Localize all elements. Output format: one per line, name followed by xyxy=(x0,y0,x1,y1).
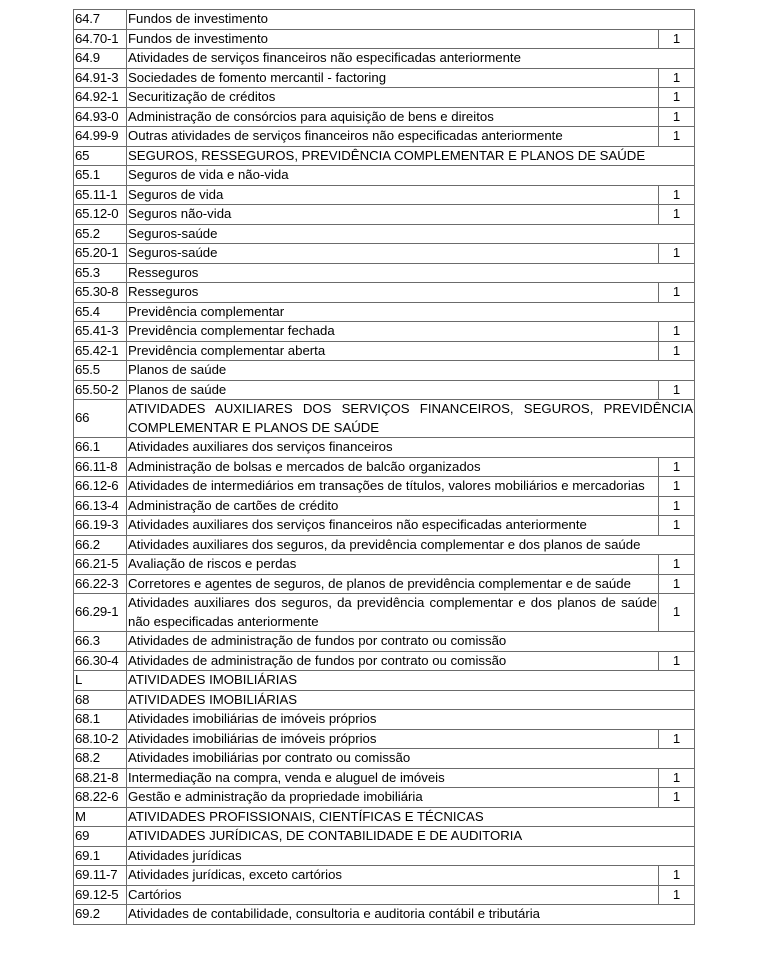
activity-code: 65.50-2 xyxy=(74,380,127,400)
activity-count: 1 xyxy=(659,594,695,632)
activity-description: ATIVIDADES IMOBILIÁRIAS xyxy=(127,671,695,691)
activity-description: Administração de cartões de crédito xyxy=(127,496,659,516)
activity-code: 68 xyxy=(74,690,127,710)
activity-code: 69.12-5 xyxy=(74,885,127,905)
table-row xyxy=(74,127,695,147)
activity-description: Previdência complementar aberta xyxy=(127,341,659,361)
activity-code: 64.7 xyxy=(74,10,127,30)
table-row xyxy=(74,477,695,497)
activity-count: 1 xyxy=(659,185,695,205)
table-row xyxy=(74,846,695,866)
table-row xyxy=(74,729,695,749)
activity-count: 1 xyxy=(659,380,695,400)
activity-description: Atividades de serviços financeiros não especificadas anteriormente xyxy=(127,49,695,69)
activity-code: 65.42-1 xyxy=(74,341,127,361)
activity-code: 65.41-3 xyxy=(74,322,127,342)
activity-description: ATIVIDADES IMOBILIÁRIAS xyxy=(127,690,695,710)
table-row xyxy=(74,885,695,905)
activity-description: Atividades de administração de fundos por contrato ou comissão xyxy=(127,651,659,671)
activity-code: 65.30-8 xyxy=(74,283,127,303)
activity-code: 65.5 xyxy=(74,361,127,381)
activity-code: 64.99-9 xyxy=(74,127,127,147)
activity-count: 1 xyxy=(659,341,695,361)
table-row xyxy=(74,29,695,49)
activity-count: 1 xyxy=(659,322,695,342)
table-row xyxy=(74,457,695,477)
activity-description: Atividades de intermediários em transações de títulos, valores mobiliários e mercadorias xyxy=(127,477,659,497)
activity-description: Atividades auxiliares dos seguros, da previdência complementar e dos planos de saúde xyxy=(127,535,695,555)
activity-code: 65 xyxy=(74,146,127,166)
activity-description: Seguros não-vida xyxy=(127,205,659,225)
activity-count: 1 xyxy=(659,866,695,886)
activity-count: 1 xyxy=(659,68,695,88)
activity-code: 65.2 xyxy=(74,224,127,244)
table-row xyxy=(74,788,695,808)
table-row xyxy=(74,88,695,108)
activity-count: 1 xyxy=(659,127,695,147)
activity-code: 69 xyxy=(74,827,127,847)
activity-description: Previdência complementar xyxy=(127,302,695,322)
table-row xyxy=(74,690,695,710)
activity-code: 65.1 xyxy=(74,166,127,186)
activity-code: 66.21-5 xyxy=(74,555,127,575)
activity-count: 1 xyxy=(659,457,695,477)
activity-code: 65.20-1 xyxy=(74,244,127,264)
cnae-code-table xyxy=(73,9,695,925)
table-row xyxy=(74,768,695,788)
table-row xyxy=(74,807,695,827)
activity-description: Atividades jurídicas xyxy=(127,846,695,866)
activity-code: 69.2 xyxy=(74,905,127,925)
table-row xyxy=(74,283,695,303)
activity-count: 1 xyxy=(659,29,695,49)
activity-description: Planos de saúde xyxy=(127,361,695,381)
activity-description: Atividades de administração de fundos por contrato ou comissão xyxy=(127,632,695,652)
activity-code: 66.3 xyxy=(74,632,127,652)
activity-code: 66.19-3 xyxy=(74,516,127,536)
activity-description: Corretores e agentes de seguros, de planos de previdência complementar e de saúde xyxy=(127,574,659,594)
table-row xyxy=(74,555,695,575)
activity-code: 66.12-6 xyxy=(74,477,127,497)
table-row xyxy=(74,107,695,127)
activity-count: 1 xyxy=(659,574,695,594)
activity-count: 1 xyxy=(659,283,695,303)
activity-code: 65.12-0 xyxy=(74,205,127,225)
activity-description: Seguros de vida xyxy=(127,185,659,205)
activity-count: 1 xyxy=(659,496,695,516)
table-row xyxy=(74,146,695,166)
table-row xyxy=(74,361,695,381)
activity-description: Resseguros xyxy=(127,263,695,283)
table-row xyxy=(74,302,695,322)
table-row xyxy=(74,185,695,205)
activity-description: Fundos de investimento xyxy=(127,29,659,49)
table-row xyxy=(74,166,695,186)
table-row xyxy=(74,244,695,264)
activity-description: Resseguros xyxy=(127,283,659,303)
activity-code: 66.29-1 xyxy=(74,594,127,632)
activity-count: 1 xyxy=(659,244,695,264)
activity-count: 1 xyxy=(659,885,695,905)
table-row xyxy=(74,438,695,458)
activity-description: Planos de saúde xyxy=(127,380,659,400)
activity-description: ATIVIDADES AUXILIARES DOS SERVIÇOS FINANCEIROS, SEGUROS, PREVIDÊNCIA COMPLEMENTAR E PLANOS DE SAÚDE xyxy=(127,400,695,438)
table-row xyxy=(74,594,695,632)
table-row xyxy=(74,574,695,594)
activity-code: 66.22-3 xyxy=(74,574,127,594)
activity-count: 1 xyxy=(659,477,695,497)
activity-count: 1 xyxy=(659,107,695,127)
activity-code: 68.22-6 xyxy=(74,788,127,808)
table-row xyxy=(74,341,695,361)
activity-code: 64.91-3 xyxy=(74,68,127,88)
activity-code: 66.1 xyxy=(74,438,127,458)
table-row xyxy=(74,535,695,555)
activity-code: 64.93-0 xyxy=(74,107,127,127)
table-row xyxy=(74,516,695,536)
table-row xyxy=(74,866,695,886)
activity-description: Atividades auxiliares dos serviços financeiros não especificadas anteriormente xyxy=(127,516,659,536)
table-row xyxy=(74,49,695,69)
activity-description: Intermediação na compra, venda e aluguel de imóveis xyxy=(127,768,659,788)
table-row xyxy=(74,749,695,769)
activity-description: Administração de bolsas e mercados de balcão organizados xyxy=(127,457,659,477)
activity-description: ATIVIDADES PROFISSIONAIS, CIENTÍFICAS E TÉCNICAS xyxy=(127,807,695,827)
activity-code: 68.21-8 xyxy=(74,768,127,788)
activity-description: Atividades auxiliares dos serviços financeiros xyxy=(127,438,695,458)
activity-code: 66 xyxy=(74,400,127,438)
activity-description: Securitização de créditos xyxy=(127,88,659,108)
table-row xyxy=(74,827,695,847)
activity-description: Atividades auxiliares dos seguros, da previdência complementar e dos planos de saúde não especificadas anteriormente xyxy=(127,594,659,632)
activity-description: Sociedades de fomento mercantil - factoring xyxy=(127,68,659,88)
activity-code: 64.92-1 xyxy=(74,88,127,108)
table-row xyxy=(74,632,695,652)
activity-code: 66.13-4 xyxy=(74,496,127,516)
activity-description: Outras atividades de serviços financeiros não especificadas anteriormente xyxy=(127,127,659,147)
table-row xyxy=(74,322,695,342)
activity-code: M xyxy=(74,807,127,827)
table-row xyxy=(74,496,695,516)
activity-description: Administração de consórcios para aquisição de bens e direitos xyxy=(127,107,659,127)
activity-code: 66.30-4 xyxy=(74,651,127,671)
activity-description: Atividades de contabilidade, consultoria e auditoria contábil e tributária xyxy=(127,905,695,925)
activity-code: 68.10-2 xyxy=(74,729,127,749)
activity-count: 1 xyxy=(659,768,695,788)
table-row xyxy=(74,671,695,691)
activity-description: Seguros de vida e não-vida xyxy=(127,166,695,186)
activity-description: Avaliação de riscos e perdas xyxy=(127,555,659,575)
activity-code: 66.11-8 xyxy=(74,457,127,477)
activity-description: Seguros-saúde xyxy=(127,224,695,244)
activity-count: 1 xyxy=(659,651,695,671)
activity-description: Atividades imobiliárias de imóveis próprios xyxy=(127,710,695,730)
activity-description: ATIVIDADES JURÍDICAS, DE CONTABILIDADE E DE AUDITORIA xyxy=(127,827,695,847)
activity-code: 69.1 xyxy=(74,846,127,866)
activity-count: 1 xyxy=(659,88,695,108)
activity-count: 1 xyxy=(659,516,695,536)
activity-description: SEGUROS, RESSEGUROS, PREVIDÊNCIA COMPLEMENTAR E PLANOS DE SAÚDE xyxy=(127,146,695,166)
activity-count: 1 xyxy=(659,729,695,749)
activity-code: 66.2 xyxy=(74,535,127,555)
activity-count: 1 xyxy=(659,205,695,225)
table-row xyxy=(74,205,695,225)
table-row xyxy=(74,68,695,88)
activity-count: 1 xyxy=(659,788,695,808)
activity-description: Seguros-saúde xyxy=(127,244,659,264)
table-row xyxy=(74,263,695,283)
activity-code: 65.4 xyxy=(74,302,127,322)
activity-count: 1 xyxy=(659,555,695,575)
activity-code: 68.1 xyxy=(74,710,127,730)
table-row xyxy=(74,10,695,30)
activity-code: 64.70-1 xyxy=(74,29,127,49)
table-row xyxy=(74,905,695,925)
table-row xyxy=(74,710,695,730)
activity-description: Cartórios xyxy=(127,885,659,905)
table-row xyxy=(74,651,695,671)
table-row xyxy=(74,380,695,400)
activity-description: Atividades jurídicas, exceto cartórios xyxy=(127,866,659,886)
activity-code: 64.9 xyxy=(74,49,127,69)
activity-code: 69.11-7 xyxy=(74,866,127,886)
table-row xyxy=(74,224,695,244)
table-row xyxy=(74,400,695,438)
activity-description: Fundos de investimento xyxy=(127,10,695,30)
activity-code: L xyxy=(74,671,127,691)
activity-description: Previdência complementar fechada xyxy=(127,322,659,342)
activity-code: 68.2 xyxy=(74,749,127,769)
activity-code: 65.3 xyxy=(74,263,127,283)
activity-description: Atividades imobiliárias de imóveis próprios xyxy=(127,729,659,749)
activity-description: Gestão e administração da propriedade imobiliária xyxy=(127,788,659,808)
table-body xyxy=(74,10,695,925)
activity-code: 65.11-1 xyxy=(74,185,127,205)
activity-description: Atividades imobiliárias por contrato ou comissão xyxy=(127,749,695,769)
